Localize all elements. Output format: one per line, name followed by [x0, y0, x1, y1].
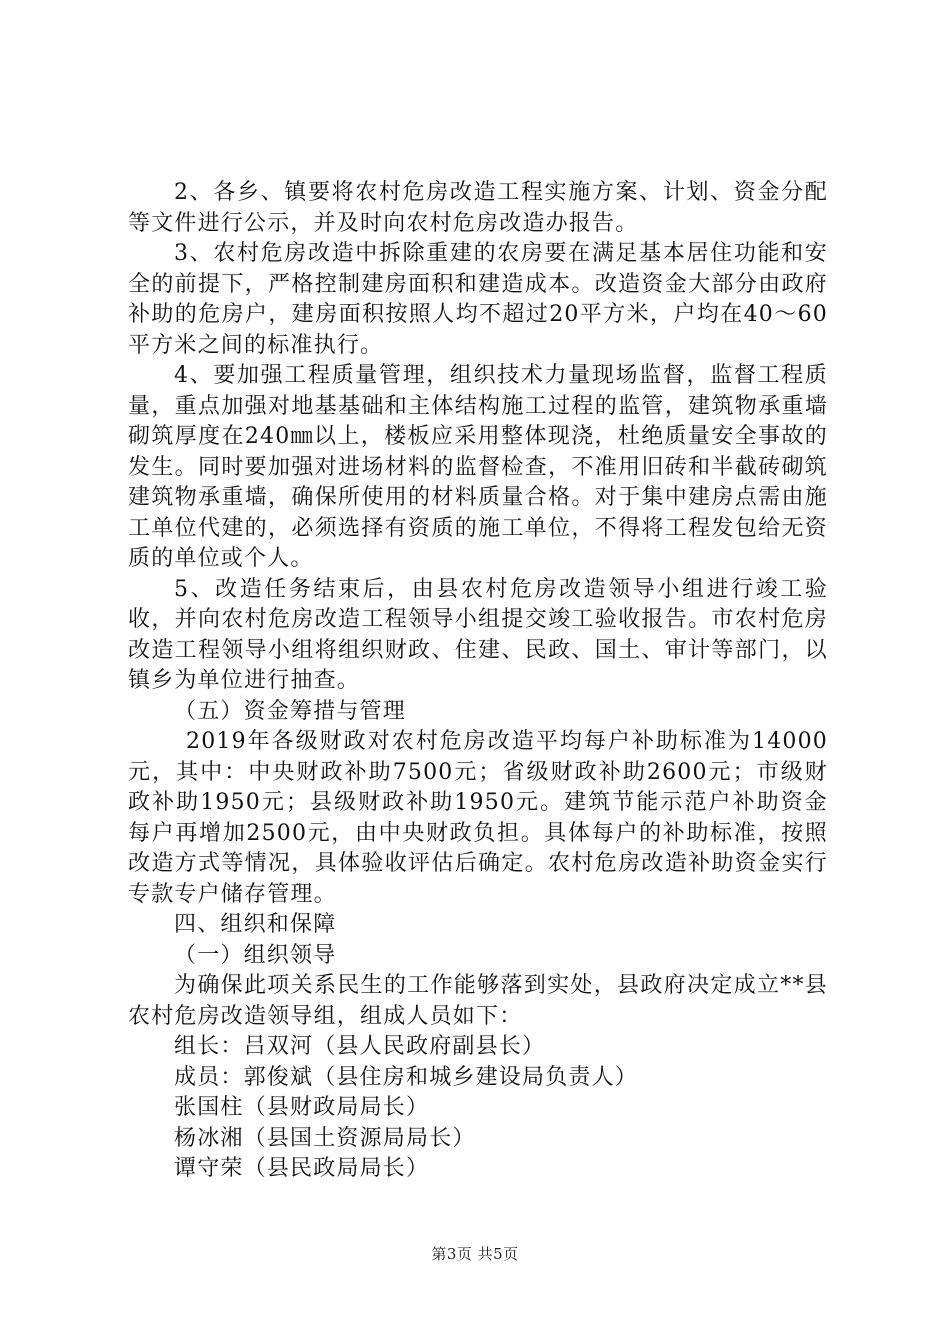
paragraph-item-2: 2、各乡、镇要将农村危房改造工程实施方案、计划、资金分配等文件进行公示，并及时向农村危房改造办报告。 — [128, 180, 828, 236]
section-heading-funding: （五）资金筹措与管理 — [174, 698, 407, 724]
paragraph-item-3: 3、农村危房改造中拆除重建的农房要在满足基本居住功能和安全的前提下，严格控制建房面积和建造成本。改造资金大部分由政府补助的危房户，建房面积按照人均不超过20平方米，户均在40～60平方米之间的标准执行。 — [128, 241, 828, 358]
member-leader: 组长：吕双河（县人民政府副县长） — [174, 1034, 546, 1059]
section-heading-organization: 四、组织和保障 — [174, 912, 337, 937]
paragraph-funding: 2019年各级财政对农村危房改造平均每户补助标准为14000元，其中：中央财政补助7500元；省级财政补助2600元；市级财政补助1950元；县级财政补助1950元。建筑节能示范户补助资金每户再增加2500元，由中央财政负担。具体每户的补助标准，按照改造方式等情况，具体验收评估后确定。农村危房改造补助资金实行专款专户储存管理。 — [128, 729, 828, 907]
member-finance: 张国柱（县财政局局长） — [174, 1095, 430, 1120]
page-number-footer: 第3页 共5页 — [431, 1245, 519, 1263]
member-civil: 谭守荣（县民政局局长） — [174, 1156, 430, 1181]
document-body — [128, 178, 828, 1185]
paragraph-item-4: 4、要加强工程质量管理，组织技术力量现场监督，监督工程质量，重点加强对地基基础和主体结构施工过程的监管，建筑物承重墙砌筑厚度在240㎜以上，楼板应采用整体现浇，杜绝质量安全事故的发生。同时要加强对进场材料的监督检查，不准用旧砖和半截砖砌筑建筑物承重墙，确保所使用的材料质量合格。对于集中建房点需由施工单位代建的，必须选择有资质的施工单位，不得将工程发包给无资质的单位或个人。 — [128, 363, 828, 571]
member-land: 杨冰湘（县国土资源局局长） — [174, 1125, 476, 1151]
paragraph-leadership-intro: 为确保此项关系民生的工作能够落到实处，县政府决定成立**县农村危房改造领导组，组成人员如下： — [128, 973, 828, 1029]
paragraph-item-5: 5、改造任务结束后，由县农村危房改造领导小组进行竣工验收，并向农村危房改造工程领导小组提交竣工验收报告。市农村危房改造工程领导小组将组织财政、住建、民政、国土、审计等部门，以镇乡为单位进行抽查。 — [128, 576, 828, 693]
section-heading-leadership: （一）组织领导 — [174, 942, 337, 968]
member-first: 成员：郭俊斌（县住房和城乡建设局负责人） — [174, 1064, 639, 1090]
